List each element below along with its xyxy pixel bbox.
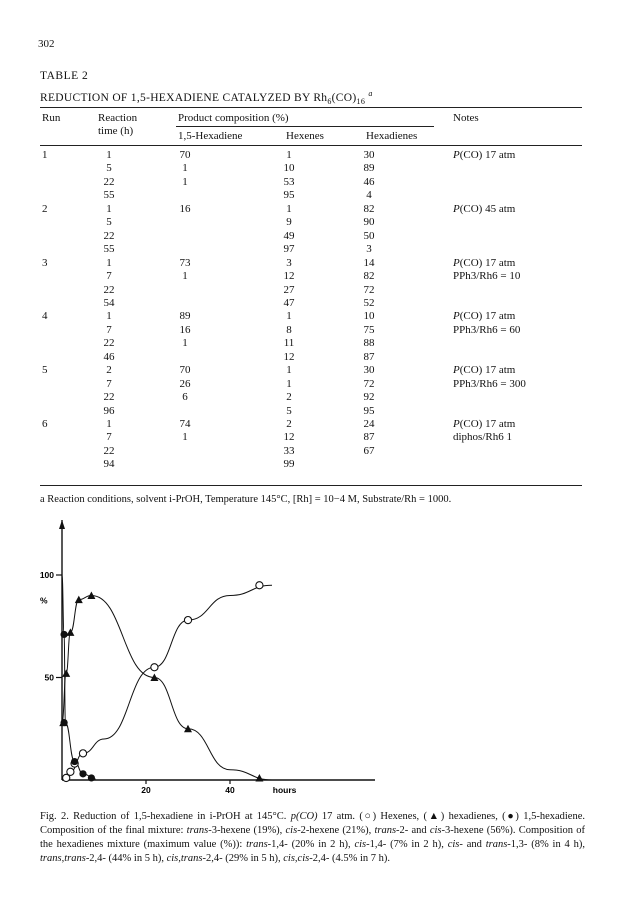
header-hexenes: Hexenes — [286, 130, 324, 142]
cell-run: 4 — [42, 310, 48, 323]
cell-15-hexadiene: 16 — [179, 202, 191, 215]
cell-hexadienes: 10 — [363, 310, 375, 323]
cell-hexadienes: 87 — [363, 350, 375, 363]
cell-time: 7 — [106, 377, 112, 390]
header-time: time (h) — [98, 125, 134, 137]
cell-15-hexadiene: 70 — [179, 149, 191, 161]
cell-time: 55 — [103, 189, 115, 202]
cell-hexadienes: 24 — [363, 418, 375, 430]
cell-hexenes: 11 — [283, 337, 295, 350]
cell-note: PPh3/Rh6 = 10 — [453, 270, 521, 283]
cell-hexadienes: 92 — [363, 391, 375, 404]
hexadiene-15-point — [88, 774, 95, 781]
cell-time: 5 — [106, 216, 112, 229]
cell-hexenes: 2 — [286, 418, 292, 430]
cell-hexadienes: 72 — [363, 377, 375, 390]
cell-hexadienes: 14 — [363, 256, 375, 269]
cell-15-hexadiene: 73 — [179, 256, 191, 269]
cell-note: PPh3/Rh6 = 300 — [453, 377, 526, 390]
hexenes-point — [256, 582, 263, 589]
cell-hexadienes: 72 — [363, 283, 375, 296]
cell-hexenes: 1 — [286, 377, 292, 390]
header-15-hexadiene: 1,5-Hexadiene — [178, 130, 243, 142]
cell-hexenes: 99 — [283, 458, 295, 471]
cell-15-hexadiene: 1 — [182, 431, 188, 444]
header-hexadienes: Hexadienes — [366, 130, 418, 142]
cell-note: diphos/Rh6 1 — [453, 431, 512, 444]
cell-15-hexadiene: 1 — [182, 175, 188, 188]
cell-time: 22 — [103, 175, 115, 188]
cell-run: 5 — [42, 364, 48, 377]
cell-hexadienes: 95 — [363, 404, 375, 417]
y-axis-arrow — [59, 520, 65, 529]
hexadiene-15-point — [71, 758, 78, 765]
y-axis-label: % — [40, 595, 48, 606]
cell-note: P(CO) 17 atm — [453, 364, 516, 377]
cell-hexenes: 1 — [286, 202, 292, 215]
cell-hexadienes: 75 — [363, 323, 375, 336]
cell-note: P(CO) 45 atm — [453, 202, 516, 215]
cell-time: 1 — [106, 202, 112, 215]
cell-hexenes: 9 — [286, 216, 292, 229]
cell-15-hexadiene: 1 — [182, 270, 188, 283]
cell-hexenes: 49 — [283, 229, 295, 242]
cell-hexenes: 12 — [283, 350, 295, 363]
cell-run: 6 — [42, 418, 48, 430]
cell-hexadienes: 90 — [363, 216, 375, 229]
header-run: Run — [42, 112, 61, 124]
cell-hexenes: 12 — [283, 431, 295, 444]
cell-time: 2 — [106, 364, 112, 377]
cell-hexenes: 1 — [286, 364, 292, 377]
page-number: 302 — [38, 38, 55, 50]
cell-15-hexadiene: 6 — [182, 391, 188, 404]
cell-time: 54 — [103, 296, 115, 309]
cell-15-hexadiene: 1 — [182, 337, 188, 350]
cell-time: 22 — [103, 391, 115, 404]
cell-time: 55 — [103, 243, 115, 256]
y-tick-label: 100 — [39, 570, 54, 580]
cell-time: 22 — [103, 283, 115, 296]
cell-15-hexadiene: 89 — [179, 310, 191, 323]
x-axis-label: hours — [272, 785, 297, 795]
cell-time: 7 — [106, 270, 112, 283]
cell-run: 3 — [42, 256, 48, 269]
cell-15-hexadiene: 74 — [179, 418, 191, 430]
cell-15-hexadiene: 70 — [179, 364, 191, 377]
cell-hexadienes: 52 — [363, 296, 375, 309]
hexenes-curve — [62, 585, 272, 780]
cell-15-hexadiene: 26 — [179, 377, 191, 390]
cell-time: 22 — [103, 444, 115, 457]
y-tick-label: 50 — [44, 672, 54, 683]
cell-hexadienes: 4 — [366, 189, 372, 202]
header-reaction: Reaction — [98, 112, 138, 124]
hexenes-point — [151, 664, 158, 671]
table-label: TABLE 2 — [40, 70, 89, 82]
cell-note: P(CO) 17 atm — [453, 310, 516, 323]
cell-15-hexadiene: 16 — [179, 323, 191, 336]
hexadiene-15-curve — [62, 575, 96, 779]
cell-hexadienes: 82 — [363, 270, 375, 283]
cell-hexenes: 12 — [283, 270, 295, 283]
cell-note: P(CO) 17 atm — [453, 149, 516, 161]
cell-note: P(CO) 17 atm — [453, 418, 516, 430]
cell-time: 22 — [103, 337, 115, 350]
cell-hexenes: 33 — [283, 444, 295, 457]
cell-run: 1 — [42, 149, 48, 161]
x-tick-label: 20 — [141, 785, 151, 795]
cell-hexenes: 2 — [286, 391, 292, 404]
cell-hexenes: 1 — [286, 310, 292, 323]
cell-hexadienes: 89 — [363, 162, 375, 175]
cell-time: 7 — [106, 323, 112, 336]
figure-caption: Fig. 2. Reduction of 1,5-hexadiene in i-PrOH at 145°C. p(CO) 17 atm. (○) Hexenes, (▲) hexadienes, (●) 1,5-hexadiene. Composition of the final mixture: trans-3-hexene (19%), cis-2-hexene (21%), trans-2- and cis-3-hexene (56%). Composition of the hexadienes mixture (maximum value (%)): trans-1,4- (20% in 2 h), cis-1,4- (7% in 2 h), cis- and trans-1,3- (8% in 4 h), trans,trans-2,4- (44% in 5 h), cis,trans-2,4- (29% in 5 h), cis,cis-2,4- (4.5% in 7 h). — [40, 811, 586, 864]
cell-hexadienes: 67 — [363, 444, 375, 457]
cell-hexadienes: 50 — [363, 229, 375, 242]
cell-note: P(CO) 17 atm — [453, 256, 516, 269]
cell-hexadienes: 30 — [363, 364, 375, 377]
cell-time: 46 — [103, 350, 115, 363]
hexadiene-15-point — [61, 631, 68, 638]
cell-time: 5 — [106, 162, 112, 175]
x-tick-label: 40 — [225, 785, 235, 795]
cell-15-hexadiene: 1 — [182, 162, 188, 175]
cell-run: 2 — [42, 202, 48, 215]
cell-time: 94 — [103, 458, 115, 471]
cell-hexenes: 3 — [286, 256, 292, 269]
cell-hexadienes: 3 — [366, 243, 372, 256]
cell-hexenes: 47 — [283, 296, 295, 309]
hexadiene-15-point — [79, 770, 86, 777]
cell-hexenes: 53 — [283, 175, 295, 188]
cell-hexenes: 10 — [283, 162, 295, 175]
cell-time: 22 — [103, 229, 115, 242]
table-footnote: a Reaction conditions, solvent i-PrOH, Temperature 145°C, [Rh] = 10−4 M, Substrate/Rh = 1000. — [40, 494, 452, 505]
hexenes-point — [67, 768, 74, 775]
cell-hexadienes: 87 — [363, 431, 375, 444]
cell-time: 1 — [106, 256, 112, 269]
hexadienes-curve — [62, 596, 272, 781]
hexenes-point — [184, 617, 191, 624]
cell-hexenes: 5 — [286, 404, 292, 417]
cell-hexenes: 27 — [283, 283, 295, 296]
cell-hexenes: 8 — [286, 323, 292, 336]
table-title: REDUCTION OF 1,5-HEXADIENE CATALYZED BY $Rh_6(CO)_{16}$ $^a$ — [40, 89, 373, 107]
header-notes: Notes — [453, 112, 479, 124]
cell-hexadienes: 82 — [363, 202, 375, 215]
cell-hexenes: 1 — [286, 149, 292, 161]
cell-time: 1 — [106, 149, 112, 161]
cell-time: 7 — [106, 431, 112, 444]
cell-hexenes: 95 — [283, 189, 295, 202]
hexenes-point — [79, 750, 86, 757]
cell-hexenes: 97 — [283, 243, 295, 256]
header-composition: Product composition (%) — [178, 112, 289, 124]
hexadienes-point — [62, 669, 70, 677]
cell-time: 1 — [106, 310, 112, 323]
cell-hexadienes: 88 — [363, 337, 375, 350]
cell-hexadienes: 30 — [363, 149, 375, 161]
cell-hexadienes: 46 — [363, 175, 375, 188]
hexadiene-15-point — [61, 719, 68, 726]
cell-note: PPh3/Rh6 = 60 — [453, 323, 521, 336]
cell-time: 96 — [103, 404, 115, 417]
cell-time: 1 — [106, 418, 112, 430]
